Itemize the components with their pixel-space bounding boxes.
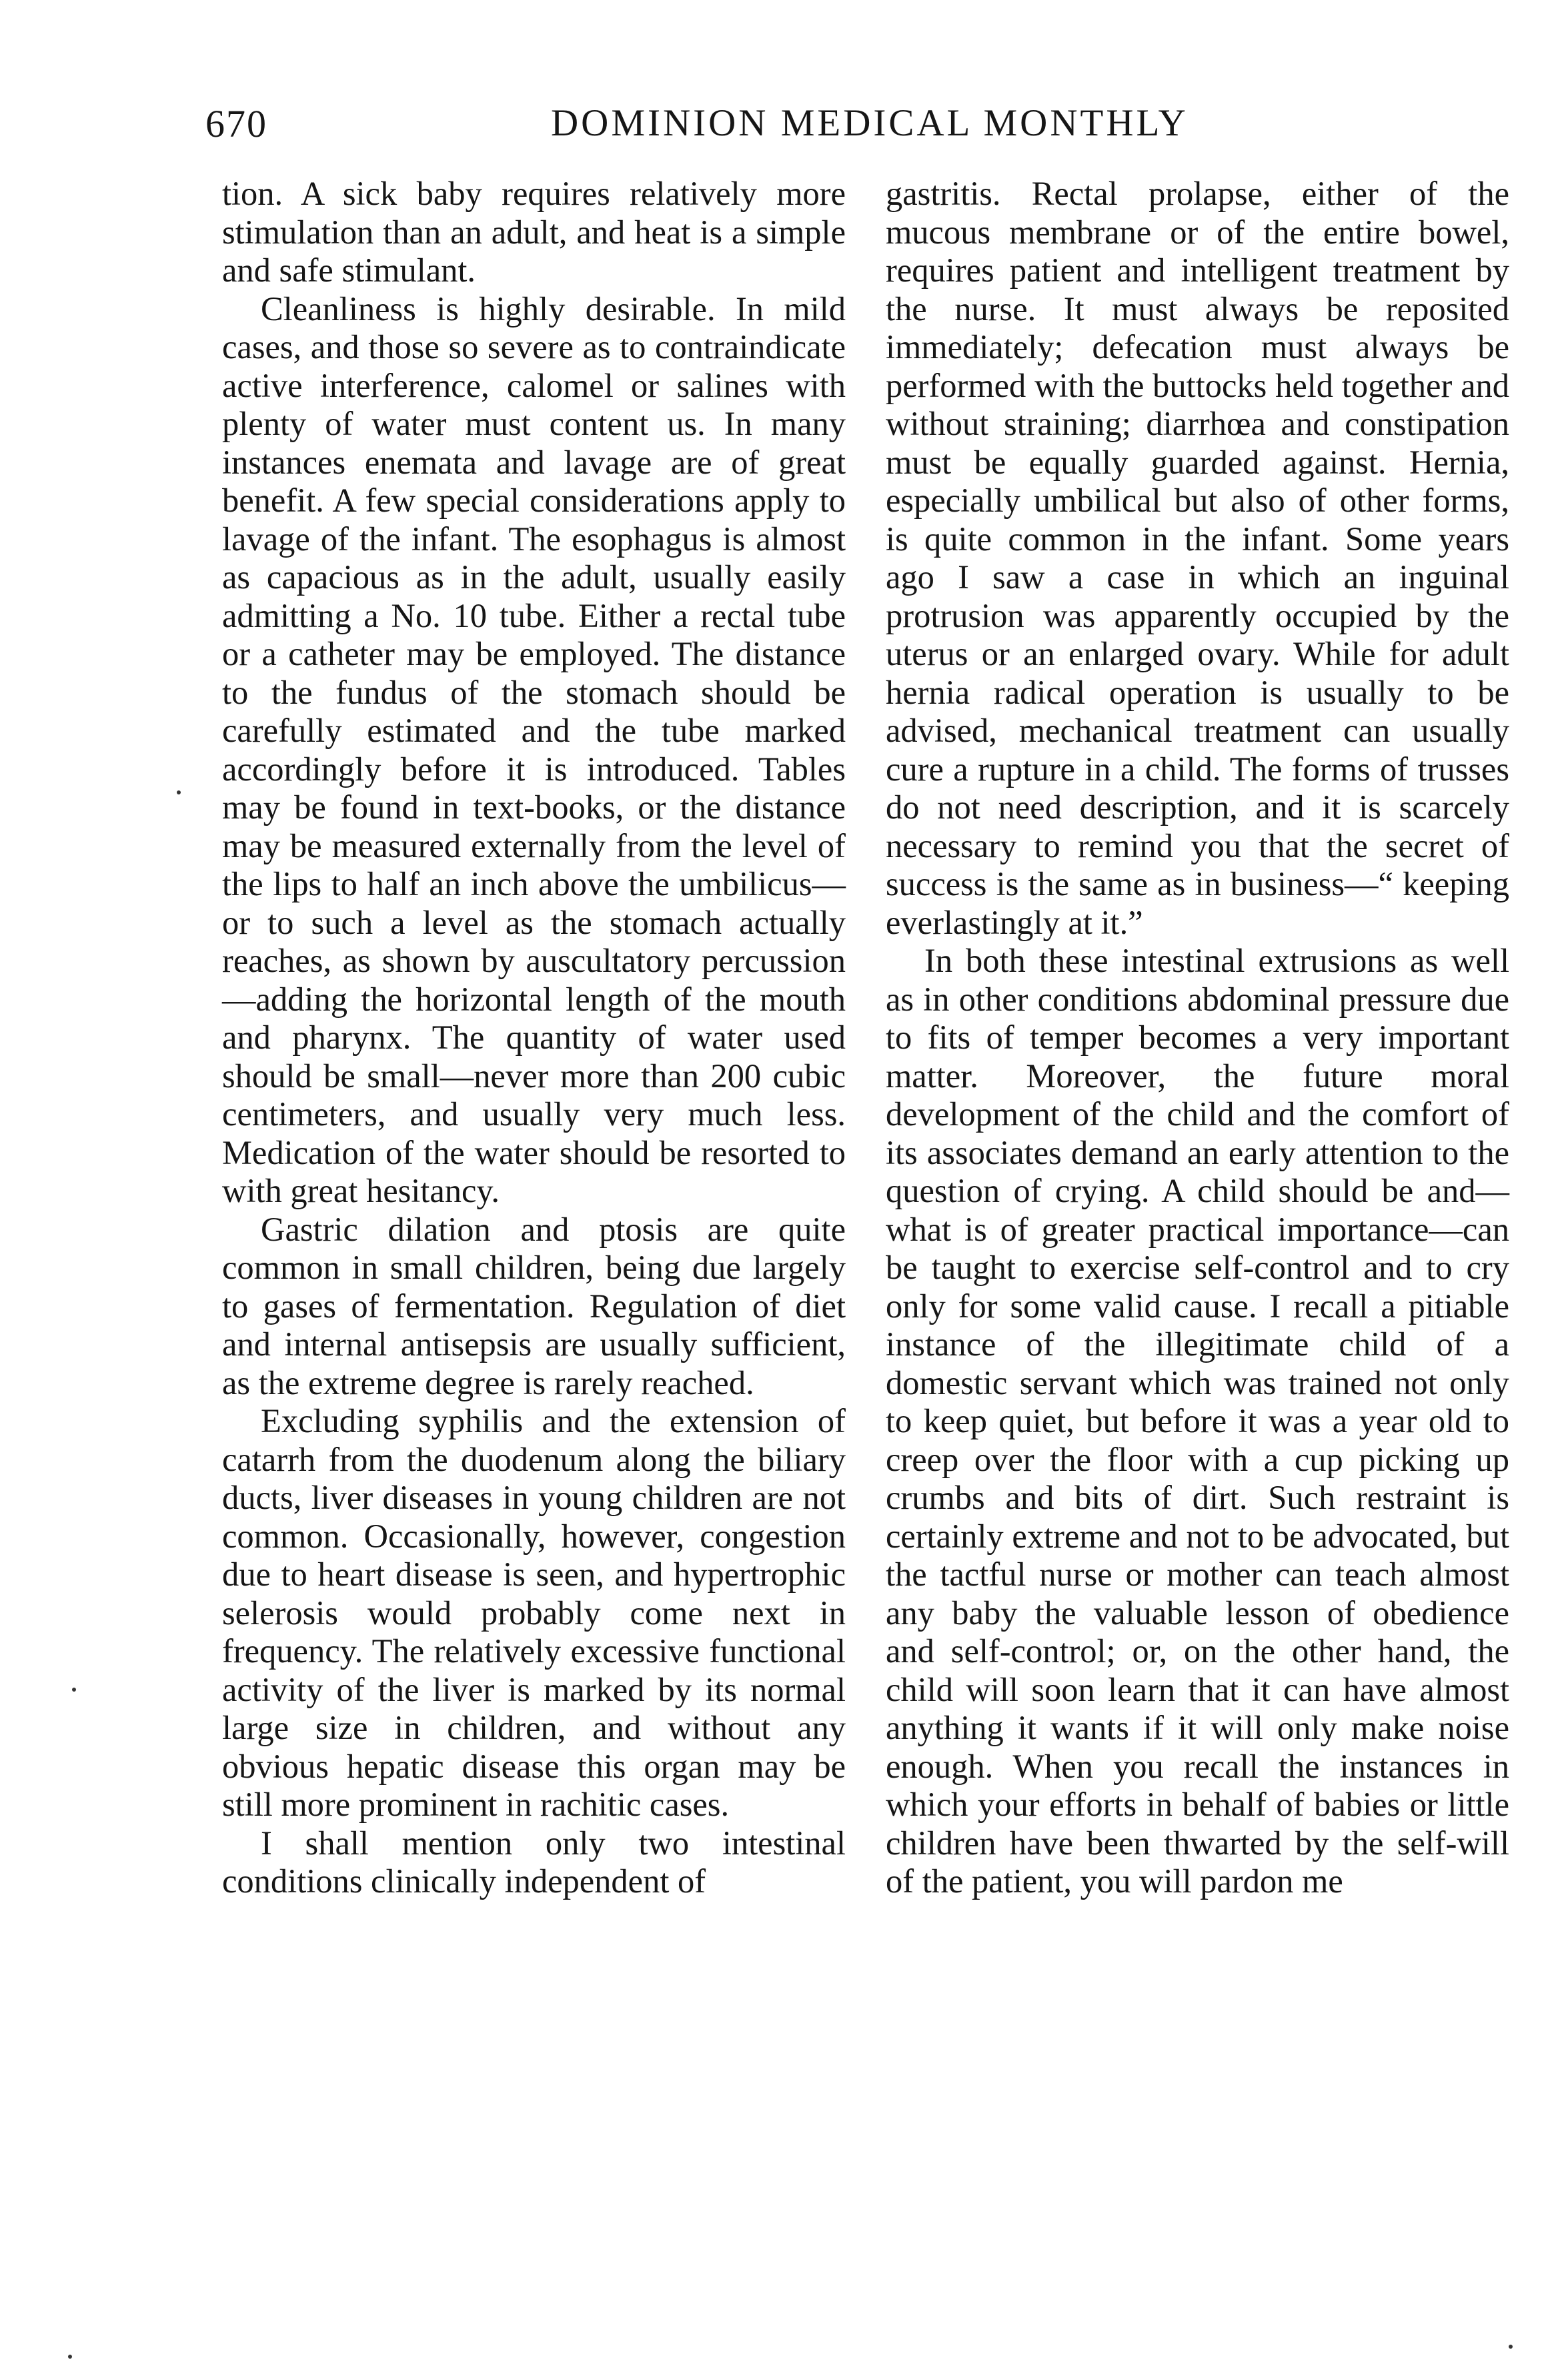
page-number: 670 [205, 102, 267, 145]
right-column [886, 175, 1509, 1901]
left-column [222, 175, 846, 1901]
scan-speck [72, 1688, 76, 1692]
running-head: DOMINION MEDICAL MONTHLY [551, 102, 1189, 144]
left-paragraph-4: Excluding syphilis and the extension of catarrh from the duodenum along the biliary ducts, liver diseases in young children are not common. Occasionally, however, congestion due to heart disease is seen, and hypertrophic selerosis would probably come next in frequency. The relatively excessive functional activity of the liver is marked by its normal large size in children, and without any obvious hepatic disease this organ may be still more prominent in rachitic cases. [222, 1402, 846, 1823]
left-paragraph-5: I shall mention only two intestinal conditions clinically independent of [222, 1824, 846, 1900]
scan-speck [177, 790, 181, 794]
right-paragraph-1: gastritis. Rectal prolapse, either of the mucous membrane or of the entire bowel, requires patient and intelligent treatment by the nurse. It must always be reposited immediately; defecation must always be performed with the buttocks held together and without straining; diarrhœa and constipation must be equally guarded against. Hernia, especially umbilical but also of other forms, is quite common in the infant. Some years ago I saw a case in which an inguinal protrusion was apparently occupied by the uterus or an enlarged ovary. While for adult hernia radical operation is usually to be advised, mechanical treatment can usually cure a rupture in a child. The forms of trusses do not need description, and it is scarcely necessary to remind you that the secret of success is the same as in business—“ keeping everlastingly at it.” [886, 175, 1509, 941]
scan-speck [1509, 2345, 1513, 2349]
left-paragraph-3: Gastric dilation and ptosis are quite common in small children, being due largely to gases of fermentation. Regulation of diet and internal antisepsis are usually sufficient, as the extreme degree is rarely reached. [222, 1210, 846, 1401]
scan-speck [68, 2355, 72, 2359]
right-paragraph-2: In both these intestinal extrusions as well as in other conditions abdominal pressure due to fits of temper becomes a very important matter. Moreover, the future moral development of the child and the comfort of its associates demand an early attention to the question of crying. A child should be and—what is of greater practical importance—can be taught to exercise self-control and to cry only for some valid cause. I recall a pitiable instance of the illegitimate child of a domestic servant which was trained not only to keep quiet, but before it was a year old to creep over the floor with a cup picking up crumbs and bits of dirt. Such restraint is certainly extreme and not to be advocated, but the tactful nurse or mother can teach almost any baby the valuable lesson of obedience and self-control; or, on the other hand, the child will soon learn that it can have almost anything it wants if it will only make noise enough. When you recall the instances in which your efforts in behalf of babies or little children have been thwarted by the self-will of the patient, you will pardon me [886, 942, 1509, 1900]
left-paragraph-2: Cleanliness is highly desirable. In mild cases, and those so severe as to contraindicate active interference, calomel or salines with plenty of water must content us. In many instances enemata and lavage are of great benefit. A few special considerations apply to lavage of the infant. The esophagus is almost as capacious as in the adult, usually easily admitting a No. 10 tube. Either a rectal tube or a catheter may be employed. The distance to the fundus of the stomach should be carefully estimated and the tube marked accordingly before it is introduced. Tables may be found in text-books, or the distance may be measured externally from the level of the lips to half an inch above the umbilicus—or to such a level as the stomach actually reaches, as shown by auscultatory percussion—adding the horizontal length of the mouth and pharynx. The quantity of water used should be small—never more than 200 cubic centimeters, and usually very much less. Medication of the water should be resorted to with great hesitancy. [222, 289, 846, 1209]
left-paragraph-1: tion. A sick baby requires relatively more stimulation than an adult, and heat is a simple and safe stimulant. [222, 175, 846, 289]
